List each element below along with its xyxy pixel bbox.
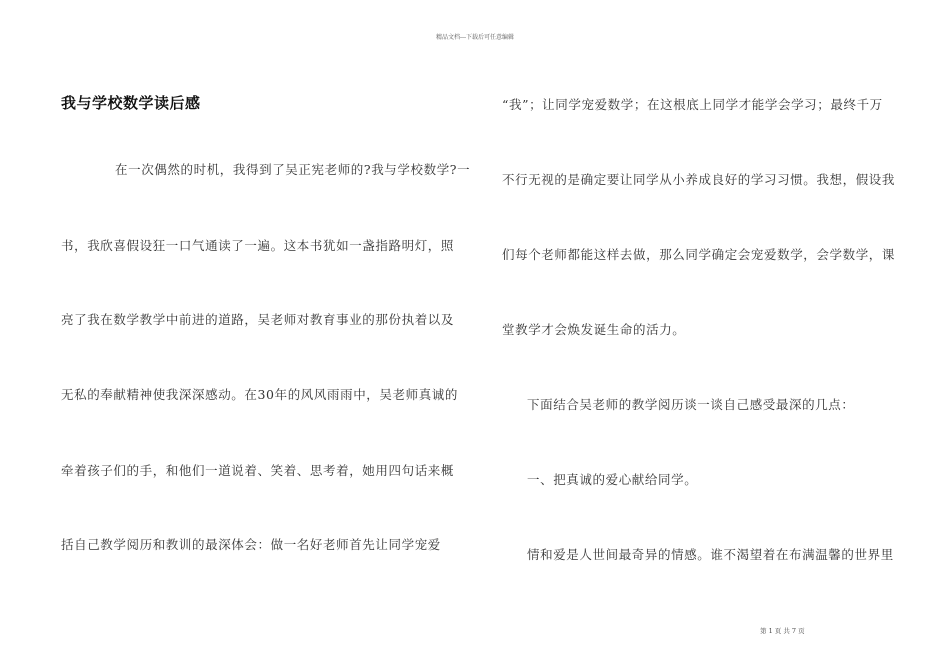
right-paragraph-line: 下面结合吴老师的教学阅历谈一谈自己感受最深的几点： [527,397,855,412]
left-paragraph-line: 括自己教学阅历和教训的最深体会：做一名好老师首先让同学宠爱 [61,537,441,552]
left-paragraph-line: 在一次偶然的时机，我得到了吴正宪老师的?我与学校数学?一 [115,162,471,177]
right-paragraph-line: 们每个老师都能这样去做，那么同学确定会宠爱数学，会学数学，课 [502,247,896,262]
left-paragraph-line: 牵着孩子们的手，和他们一道说着、笑着、思考着，她用四句话来概 [61,463,455,478]
left-paragraph-line: 无私的奉献精神使我深深感动。在30年的风风雨雨中，吴老师真诚的 [61,387,459,402]
header-note: 精品文档---下载后可任意编辑 [435,34,515,41]
right-paragraph-line: “我”；让同学宠爱数学；在这根底上同学才能学会学习；最终千万 [502,97,883,112]
right-paragraph-line: 不行无视的是确定要让同学从小养成良好的学习习惯。我想，假设我 [502,172,896,187]
left-paragraph-line: 书，我欣喜假设狂一口气通读了一遍。这本书犹如一盏指路明灯，照 [61,238,455,253]
right-paragraph-line: 堂教学才会焕发诞生命的活力。 [502,322,686,337]
page-number: 第 1 页 共 7 页 [760,627,805,635]
document-title: 我与学校数学读后感 [61,94,201,112]
section-heading: 一、把真诚的爱心献给同学。 [527,472,698,487]
right-paragraph-line: 情和爱是人世间最奇异的情感。谁不渴望着在布满温馨的世界里 [527,547,894,562]
left-paragraph-line: 亮了我在数学教学中前进的道路，吴老师对教育事业的那份执着以及 [61,312,455,327]
